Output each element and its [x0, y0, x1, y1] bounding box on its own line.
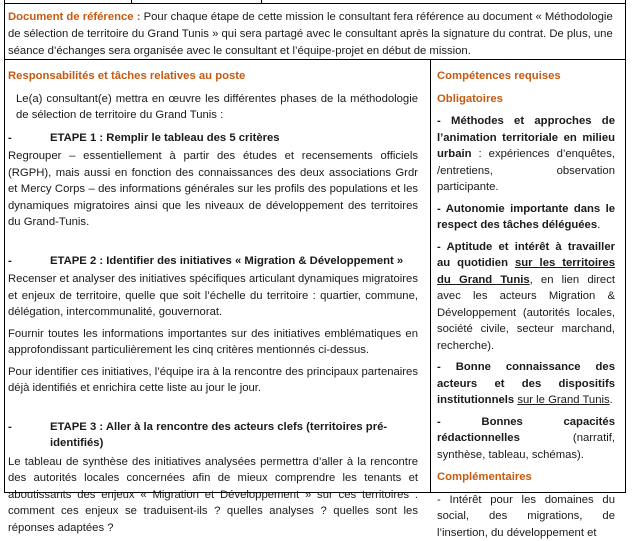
skill-title: - Autonomie importante dans le respect des tâches déléguées [437, 203, 615, 232]
skill-title-underlined: sur les territoires du Grand Tunis [437, 257, 615, 286]
responsibilities-header: Responsabilités et tâches relatives au poste [8, 68, 418, 85]
step-3-paragraph: Le tableau de synthèse des initiatives analysées permettra d’aller à la rencontre des autorités locales concernées afin de mieux comprendre les tenants et aboutissants des enjeux « Migration et Développement » sur ces territoires : comment ces enjeux se traduisent-ils ? quelles analyses ? quelles sont les réponses adaptées ? [8, 454, 418, 537]
complementary-header: Complémentaires [437, 469, 615, 486]
responsibilities-column [5, 60, 431, 492]
reference-text: Pour chaque étape de cette mission le consultant fera référence au document « Méthodologie de sélection de territoire du Grand Tunis » qui sera partagé avec le consultant après la signature du contrat. De plus, une séance d’échanges sera organisée avec le consultant et l’équipe-projet en début de mission. [8, 11, 613, 57]
reference-document-cell [4, 3, 626, 60]
skill-title: - Bonnes capacités rédactionnelles [437, 416, 615, 445]
skill-text: . [597, 219, 600, 231]
step-title-text: ETAPE 1 : Remplir le tableau des 5 critères [50, 130, 280, 147]
step-2-paragraph: Recenser et analyser des initiatives spécifiques articulant dynamiques migratoires et enjeux de territoire, quelle que soit l’échelle du territoire : quartier, commune, délégation, intercommunalité, gouvernorat. [8, 271, 418, 321]
intro-paragraph: Le(a) consultant(e) mettra en œuvre les différentes phases de la méthodologie de sélection de territoire du Grand Tunis : [8, 91, 418, 124]
list-dash: - [8, 253, 50, 270]
skills-header: Compétences requises [437, 68, 615, 85]
skill-item [437, 239, 615, 355]
complementary-item: - Intérêt pour les domaines du social, des migrations, de l’insertion, du développement et [437, 492, 615, 541]
skill-text: : expériences d’enquêtes, /entretiens, observation participante. [437, 148, 615, 193]
step-title-text: ETAPE 3 : Aller à la rencontre des acteurs clefs (territoires pré-identifiés) [50, 419, 418, 452]
step-title-text: ETAPE 2 : Identifier des initiatives « Migration & Développement » [50, 253, 403, 270]
step-2-paragraph: Pour identifier ces initiatives, l’équipe ira à la rencontre des principaux partenaires déjà identifiés et enrichira cette liste au jour le jour. [8, 364, 418, 397]
skill-underlined-text: sur le Grand Tunis [517, 394, 609, 406]
main-table-row [4, 60, 626, 493]
mandatory-header: Obligatoires [437, 91, 615, 108]
skill-item [437, 359, 615, 409]
list-dash: - [8, 130, 50, 147]
skill-item [437, 201, 615, 234]
list-dash: - [8, 419, 50, 452]
skill-item [437, 113, 615, 196]
skill-title: - Bonne connaissance des acteurs et des dispositifs institutionnels [437, 361, 615, 406]
step-2-title [8, 253, 418, 270]
skill-title: - Méthodes et approches de l’animation territoriale en milieu urbain [437, 115, 615, 160]
skill-text: (narratif, synthèse, tableau, schémas). [437, 432, 615, 461]
step-3-title [8, 419, 418, 452]
skill-title: - Aptitude et intérêt à travailler au quotidien [437, 241, 615, 270]
skills-column [431, 60, 625, 492]
skill-item [437, 414, 615, 464]
step-2-paragraph: Fournir toutes les informations importantes sur des initiatives emblématiques en approfondissant particulièrement les cinq critères mentionnés ci-dessus. [8, 326, 418, 359]
step-1-title [8, 130, 418, 147]
reference-label: Document de référence : [8, 11, 140, 23]
step-1-paragraph: Regrouper – essentiellement à partir des études et recensements officiels (RGPH), mais aussi en fonction des connaissances des deux associations Grdr et Mercy Corps – des informations générales sur les profils des populations et les dynamiques migratoires ainsi que les niveaux de développement des territoires du Grand-Tunis. [8, 148, 418, 231]
skill-text: , en lien direct avec les acteurs Migration & Développement (autorités locales, société civile, secteur marchand, recherche). [437, 274, 615, 352]
skill-text: . [610, 394, 613, 406]
